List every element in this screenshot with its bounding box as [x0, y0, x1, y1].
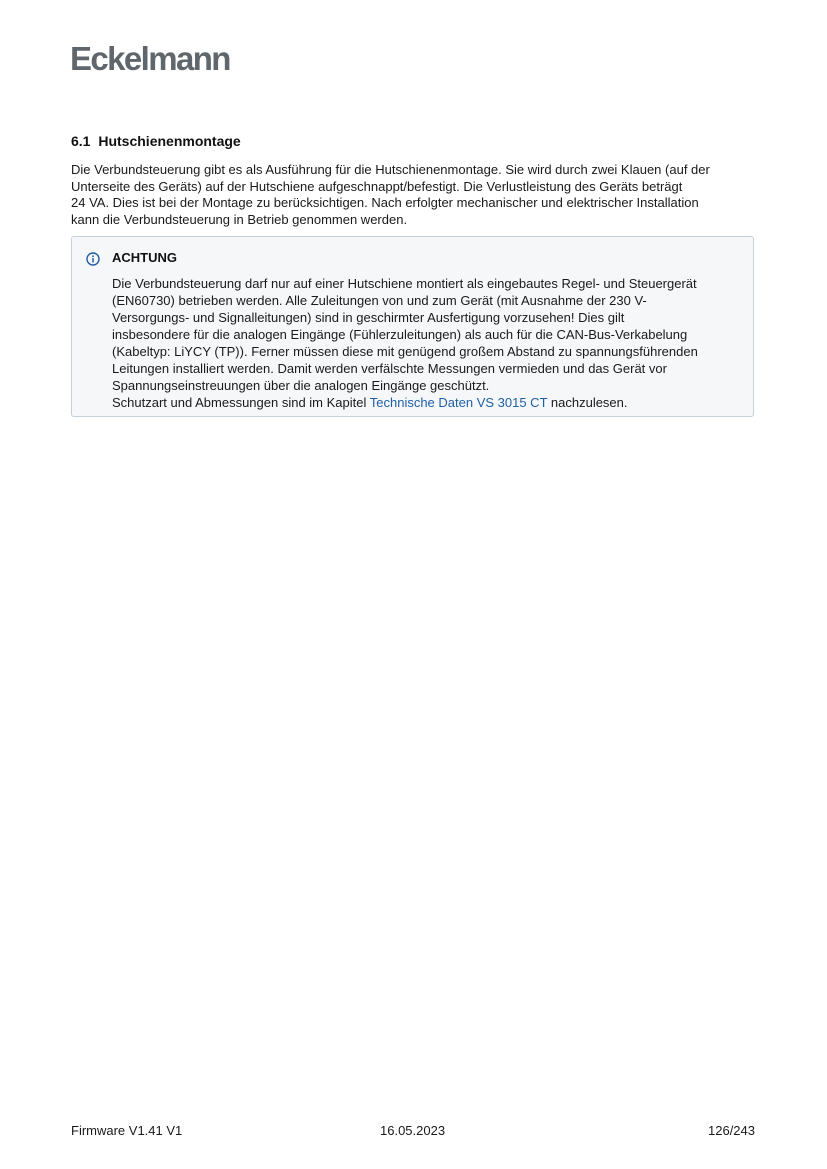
- footer-date: 16.05.2023: [380, 1123, 446, 1138]
- section-title: Hutschienenmontage: [98, 133, 241, 149]
- notice-line: Leitungen installiert werden. Damit werden verfälschte Messungen vermieden und das Gerät vor: [112, 361, 667, 376]
- section-number: 6.1: [71, 133, 91, 149]
- notice-line: insbesondere für die analogen Eingänge (Fühlerzuleitungen) als auch für die CAN-Bus-Verkabelung: [112, 327, 688, 342]
- intro-line: Unterseite des Geräts) auf der Hutschiene aufgeschnappt/befestigt. Die Verlustleistung des Geräts beträgt: [71, 178, 683, 194]
- notice-last-line-before: Schutzart und Abmessungen sind im Kapitel: [112, 395, 370, 410]
- attention-notice-box: [71, 236, 754, 417]
- notice-line: (Kabeltyp: LiYCY (TP)). Ferner müssen diese mit genügend großem Abstand zu spannungsführenden: [112, 344, 698, 359]
- intro-line: 24 VA. Dies ist bei der Montage zu berücksichtigen. Nach erfolgter mechanischer und elektrischer Installation: [71, 195, 699, 210]
- notice-body: [112, 275, 742, 411]
- intro-paragraph: [71, 162, 761, 228]
- intro-line: kann die Verbundsteuerung in Betrieb genommen werden.: [71, 211, 408, 227]
- info-circle-icon: [86, 252, 100, 266]
- company-logo: Eckelmann: [70, 40, 230, 77]
- section-heading: [71, 133, 241, 149]
- technical-data-link[interactable]: Technische Daten VS 3015 CT: [369, 395, 548, 410]
- notice-title: ACHTUNG: [112, 250, 177, 265]
- footer-page-number: 126/243: [708, 1123, 755, 1138]
- notice-line: Die Verbundsteuerung darf nur auf einer Hutschiene montiert als eingebautes Regel- und Steuergerät: [112, 276, 697, 291]
- notice-last-line: [112, 394, 742, 411]
- notice-line: Versorgungs- und Signalleitungen) sind in geschirmter Ausfertigung vorzusehen! Dies gilt: [112, 310, 625, 325]
- notice-line: (EN60730) betrieben werden. Alle Zuleitungen von und zum Gerät (mit Ausnahme der 230 V-: [112, 293, 647, 308]
- notice-line: Spannungseinstreuungen über die analogen Eingänge geschützt.: [112, 378, 490, 393]
- intro-line: Die Verbundsteuerung gibt es als Ausführung für die Hutschienenmontage. Sie wird durch zwei Klauen (auf der: [71, 162, 710, 177]
- footer-firmware-version: Firmware V1.41 V1: [71, 1123, 183, 1138]
- notice-last-line-after: nachzulesen.: [547, 395, 628, 410]
